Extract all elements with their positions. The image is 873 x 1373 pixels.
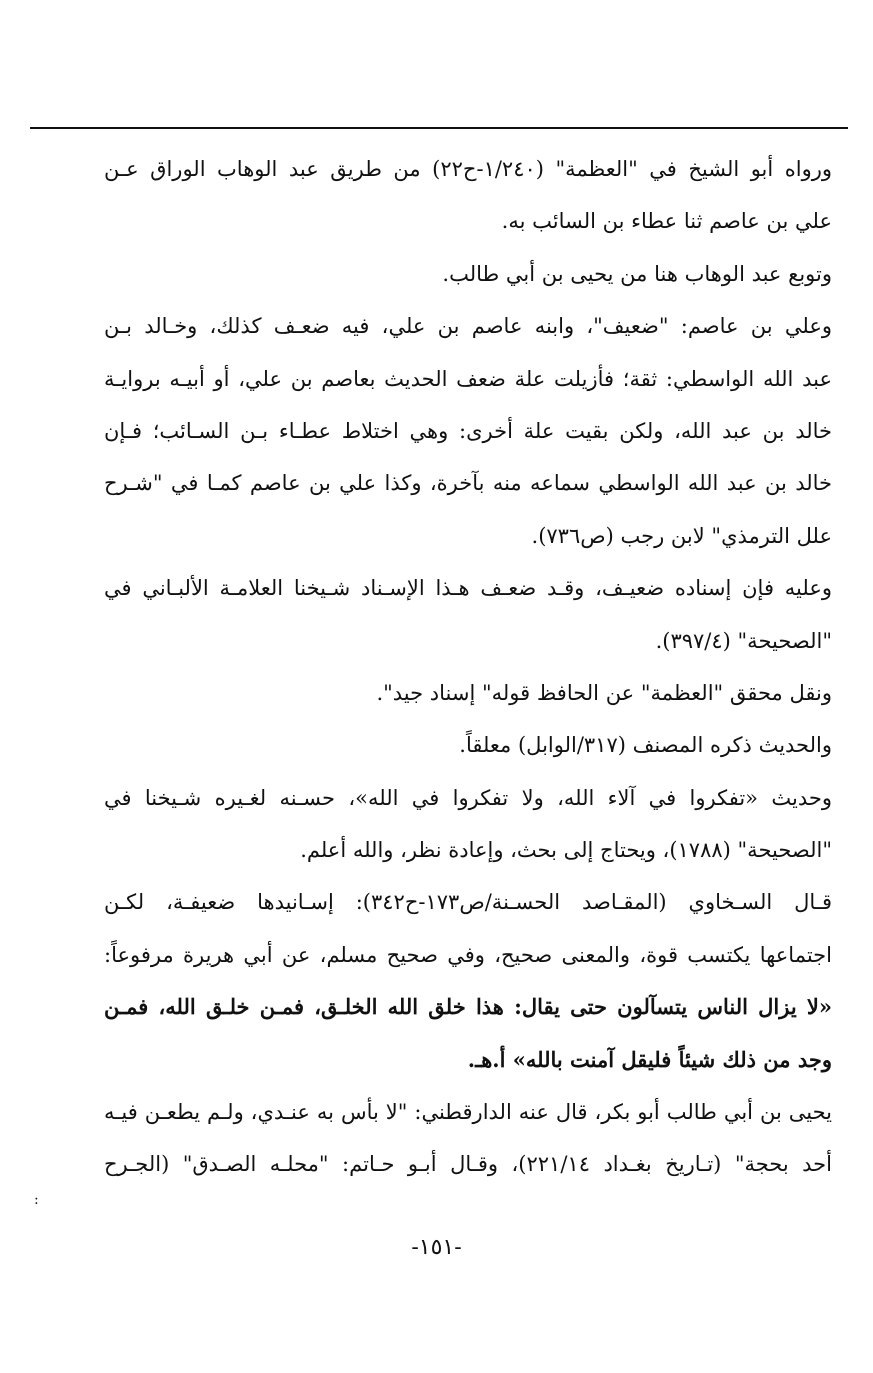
body-text bbox=[104, 143, 832, 1191]
text-line: قـال السـخاوي (المقـاصد الحسـنة/ص١٧٣-ح٣٤٢): إسـانيدها ضعيفـة، لكـن bbox=[104, 890, 832, 915]
text-line: "الصحيحة" (٣٩٧/٤). bbox=[655, 628, 832, 653]
text-line: اجتماعها يكتسب قوة، والمعنى صحيح، وفي صحيح مسلم، عن أبي هريرة مرفوعاً: bbox=[104, 942, 832, 967]
margin-mark: : bbox=[34, 1192, 39, 1208]
header-rule bbox=[30, 127, 848, 129]
text-line: خالد بن عبد الله الواسطي سماعه منه بآخرة، وكذا علي بن عاصم كمـا في "شـرح bbox=[104, 471, 832, 496]
text-line: ورواه أبو الشيخ في "العظمة" (١/٢٤٠-ح٢٢) من طريق عبد الوهاب الوراق عـن bbox=[104, 157, 832, 181]
text-line: وعلي بن عاصم: "ضعيف"، وابنه عاصم بن علي، فيه ضعـف كذلك، وخـالد بـن bbox=[104, 314, 832, 339]
text-line: وحديث «تفكروا في آلاء الله، ولا تفكروا في الله»، حسـنه لغـيره شـيخنا في bbox=[104, 785, 832, 810]
text-line: وجد من ذلك شيئاً فليقل آمنت بالله» أ.هـ. bbox=[467, 1046, 832, 1072]
text-line: وتوبع عبد الوهاب هنا من يحيى بن أبي طالب. bbox=[442, 261, 832, 286]
text-line: خالد بن عبد الله، ولكن بقيت علة أخرى: وهي اختلاط عطـاء بـن السـائب؛ فـإن bbox=[104, 418, 832, 443]
text-line: وعليه فإن إسناده ضعيـف، وقـد ضعـف هـذا الإسـناد شـيخنا العلامـة الألبـاني في bbox=[104, 576, 832, 601]
text-line: "الصحيحة" (١٧٨٨)، ويحتاج إلى بحث، وإعادة نظر، والله أعلم. bbox=[300, 838, 832, 863]
text-line: يحيى بن أبي طالب أبو بكر، قال عنه الدارقطني: "لا بأس به عنـدي، ولـم يطعـن فيـه bbox=[104, 1100, 832, 1125]
text-line: «لا يزال الناس يتسآلون حتى يقال: هذا خلق الله الخلـق، فمـن خلـق الله، فمـن bbox=[104, 994, 832, 1020]
page-number: -١٥١- bbox=[411, 1235, 462, 1260]
text-line: والحديث ذكره المصنف (٣١٧/الوابل) معلقاً. bbox=[459, 733, 832, 758]
text-line: علل الترمذي" لابن رجب (ص٧٣٦). bbox=[531, 523, 832, 548]
text-line: أحد بحجة" (تـاريخ بغـداد ٢٢١/١٤)، وقـال أبـو حـاتم: "محلـه الصـدق" (الجـرح bbox=[104, 1152, 832, 1177]
text-line: عبد الله الواسطي: ثقة؛ فأزيلت علة ضعف الحديث بعاصم بن علي، أو أبيـه بروايـة bbox=[104, 366, 832, 391]
text-line: علي بن عاصم ثنا عطاء بن السائب به. bbox=[501, 209, 832, 234]
text-line: ونقل محقق "العظمة" عن الحافظ قوله" إسناد جيد". bbox=[376, 680, 832, 705]
